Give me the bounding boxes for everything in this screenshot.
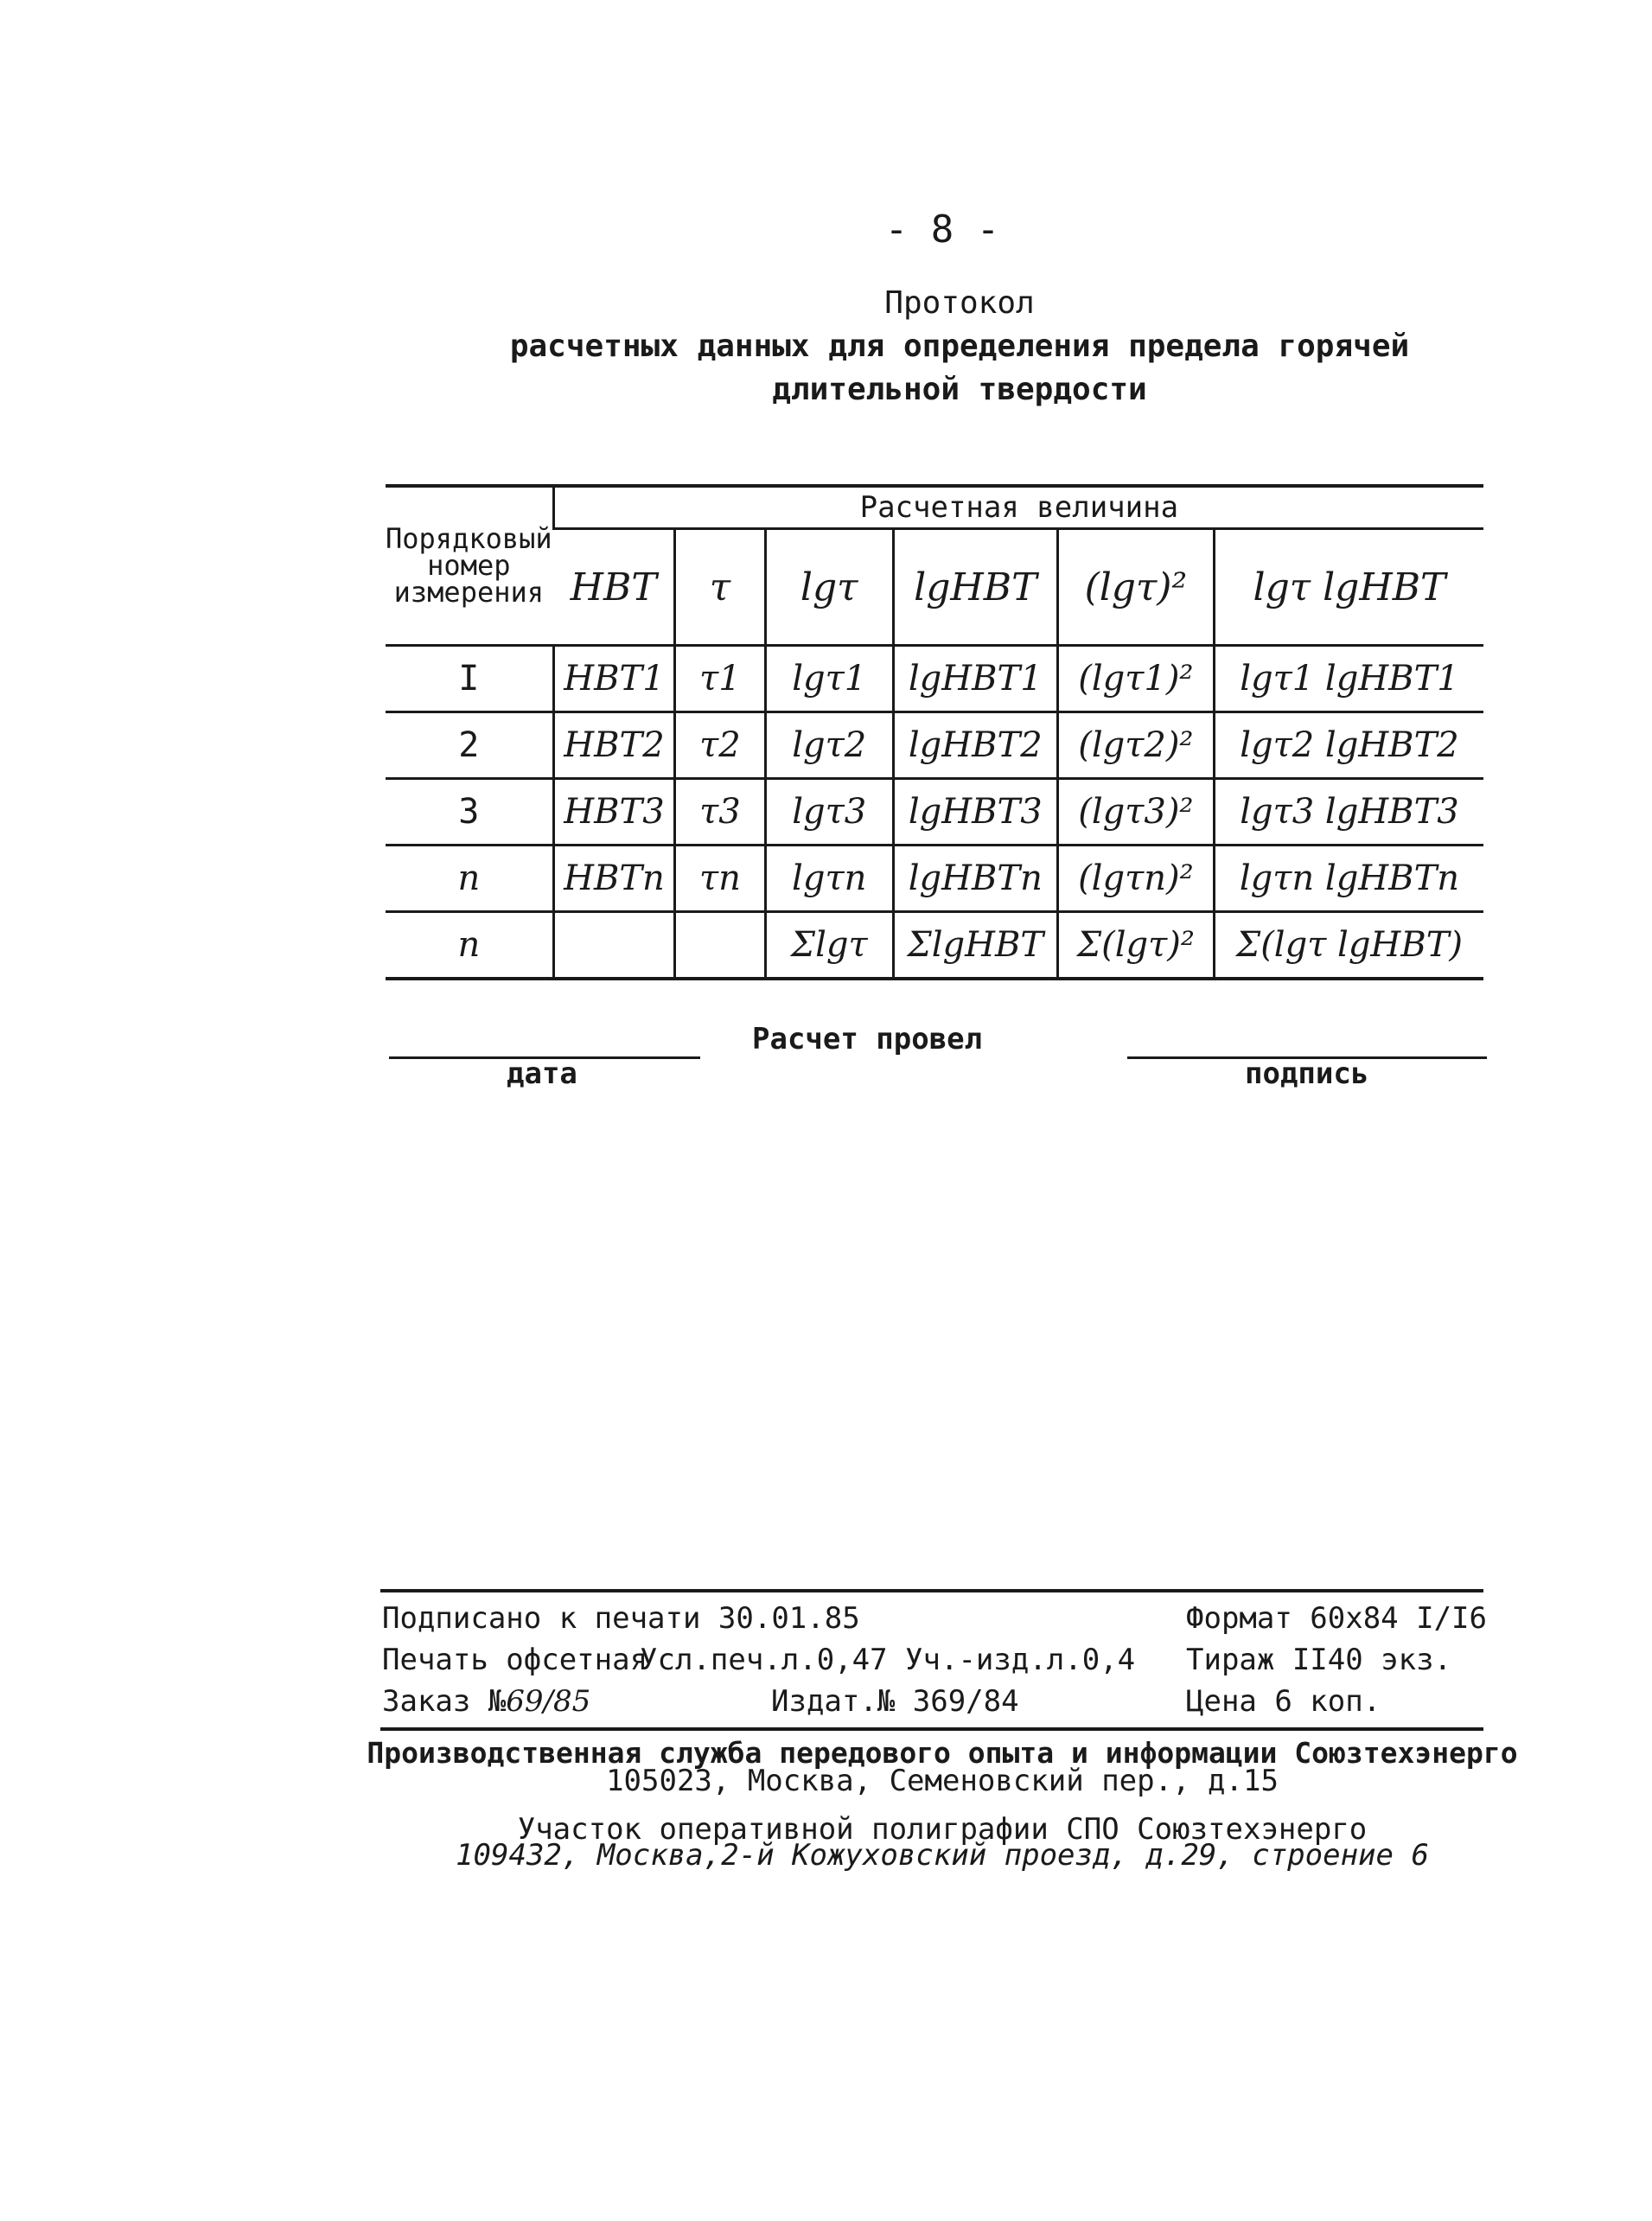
column-header: lgHBT (893, 529, 1057, 646)
table-cell: lgHBT1 (893, 646, 1057, 712)
print-line-2: 109432, Москва,2-й Кожуховский проезд, д.29, строение 6 (456, 1838, 1429, 1873)
table-cell: lgτ1 (765, 646, 893, 712)
group-header: Расчетная величина (553, 486, 1483, 529)
imprint-order (382, 1684, 590, 1719)
imprint-print: Печать офсетная (382, 1643, 648, 1677)
table-cell: Σ(lgτ)² (1057, 912, 1214, 980)
service-line-1: Производственная служба передового опыта и информации Союзтехэнерго (367, 1736, 1518, 1770)
table-cell: lgτ3 lgHBT3 (1214, 779, 1483, 846)
table-cell: lgHBT3 (893, 779, 1057, 846)
document-title: Протокол (884, 285, 1035, 321)
calculation-by-label: Расчет провел (752, 1022, 983, 1056)
table-cell (553, 912, 675, 980)
table-cell: Σ(lgτ lgHBT) (1214, 912, 1483, 980)
table-cell: Σlgτ (765, 912, 893, 980)
table-cell: lgHBT2 (893, 712, 1057, 779)
imprint-price: Цена 6 коп. (1186, 1684, 1381, 1719)
order-label: Заказ № (382, 1684, 507, 1719)
table-cell: lgHBTn (893, 846, 1057, 912)
imprint-copies: Тираж II40 экз. (1186, 1643, 1452, 1677)
order-value: 69/85 (506, 1684, 591, 1719)
date-label: дата (507, 1056, 577, 1091)
table-cell: I (386, 646, 553, 712)
column-header: (lgτ)² (1057, 529, 1214, 646)
row-number-header: Порядковый номер измерения (386, 486, 553, 646)
table-cell: τ3 (675, 779, 765, 846)
table-cell: lgτ3 (765, 779, 893, 846)
table-cell: lgτ2 lgHBT2 (1214, 712, 1483, 779)
imprint-top-rule (380, 1589, 1483, 1592)
table-cell: τn (675, 846, 765, 912)
table-cell: 3 (386, 779, 553, 846)
table-cell: lgτ1 lgHBT1 (1214, 646, 1483, 712)
service-line-2: 105023, Москва, Семеновский пер., д.15 (606, 1764, 1279, 1798)
table-row (386, 846, 1483, 912)
column-header: lgτ (765, 529, 893, 646)
table-cell: n (386, 846, 553, 912)
table-cell: (lgτ3)² (1057, 779, 1214, 846)
table-cell: n (386, 912, 553, 980)
imprint-bottom-rule (380, 1727, 1483, 1731)
table-cell: τ1 (675, 646, 765, 712)
table-cell: lgτn lgHBTn (1214, 846, 1483, 912)
table-cell: HBT3 (553, 779, 675, 846)
document-subtitle-line2: длительной твердости (772, 372, 1147, 407)
imprint-sheets: Усл.печ.л.0,47 Уч.-изд.л.0,4 (640, 1643, 1136, 1677)
imprint-signed: Подписано к печати 30.01.85 (382, 1601, 860, 1636)
imprint-publ: Издат.№ 369/84 (771, 1684, 1019, 1719)
print-line-1: Участок оперативной полиграфии СПО Союзтехэнерго (517, 1812, 1368, 1847)
imprint-format: Формат 60x84 I/I6 (1186, 1601, 1487, 1636)
table-cell: HBT1 (553, 646, 675, 712)
document-subtitle-line1: расчетных данных для определения предела горячей (509, 329, 1410, 364)
signature-label: подпись (1245, 1056, 1369, 1091)
table-cell (675, 912, 765, 980)
page-number: - 8 - (884, 207, 1000, 252)
table-cell: HBT2 (553, 712, 675, 779)
table-row-total (386, 912, 1483, 980)
column-header: HBT (553, 529, 675, 646)
table-cell: HBTn (553, 846, 675, 912)
table-cell: ΣlgHBT (893, 912, 1057, 980)
column-header: τ (675, 529, 765, 646)
table-cell: (lgτ1)² (1057, 646, 1214, 712)
calculation-table (386, 484, 1483, 980)
table-cell: 2 (386, 712, 553, 779)
table-cell: (lgτn)² (1057, 846, 1214, 912)
table-row (386, 779, 1483, 846)
table-row (386, 712, 1483, 779)
table-cell: lgτ2 (765, 712, 893, 779)
column-header: lgτ lgHBT (1214, 529, 1483, 646)
table-row (386, 646, 1483, 712)
table-cell: (lgτ2)² (1057, 712, 1214, 779)
table-cell: τ2 (675, 712, 765, 779)
table-cell: lgτn (765, 846, 893, 912)
